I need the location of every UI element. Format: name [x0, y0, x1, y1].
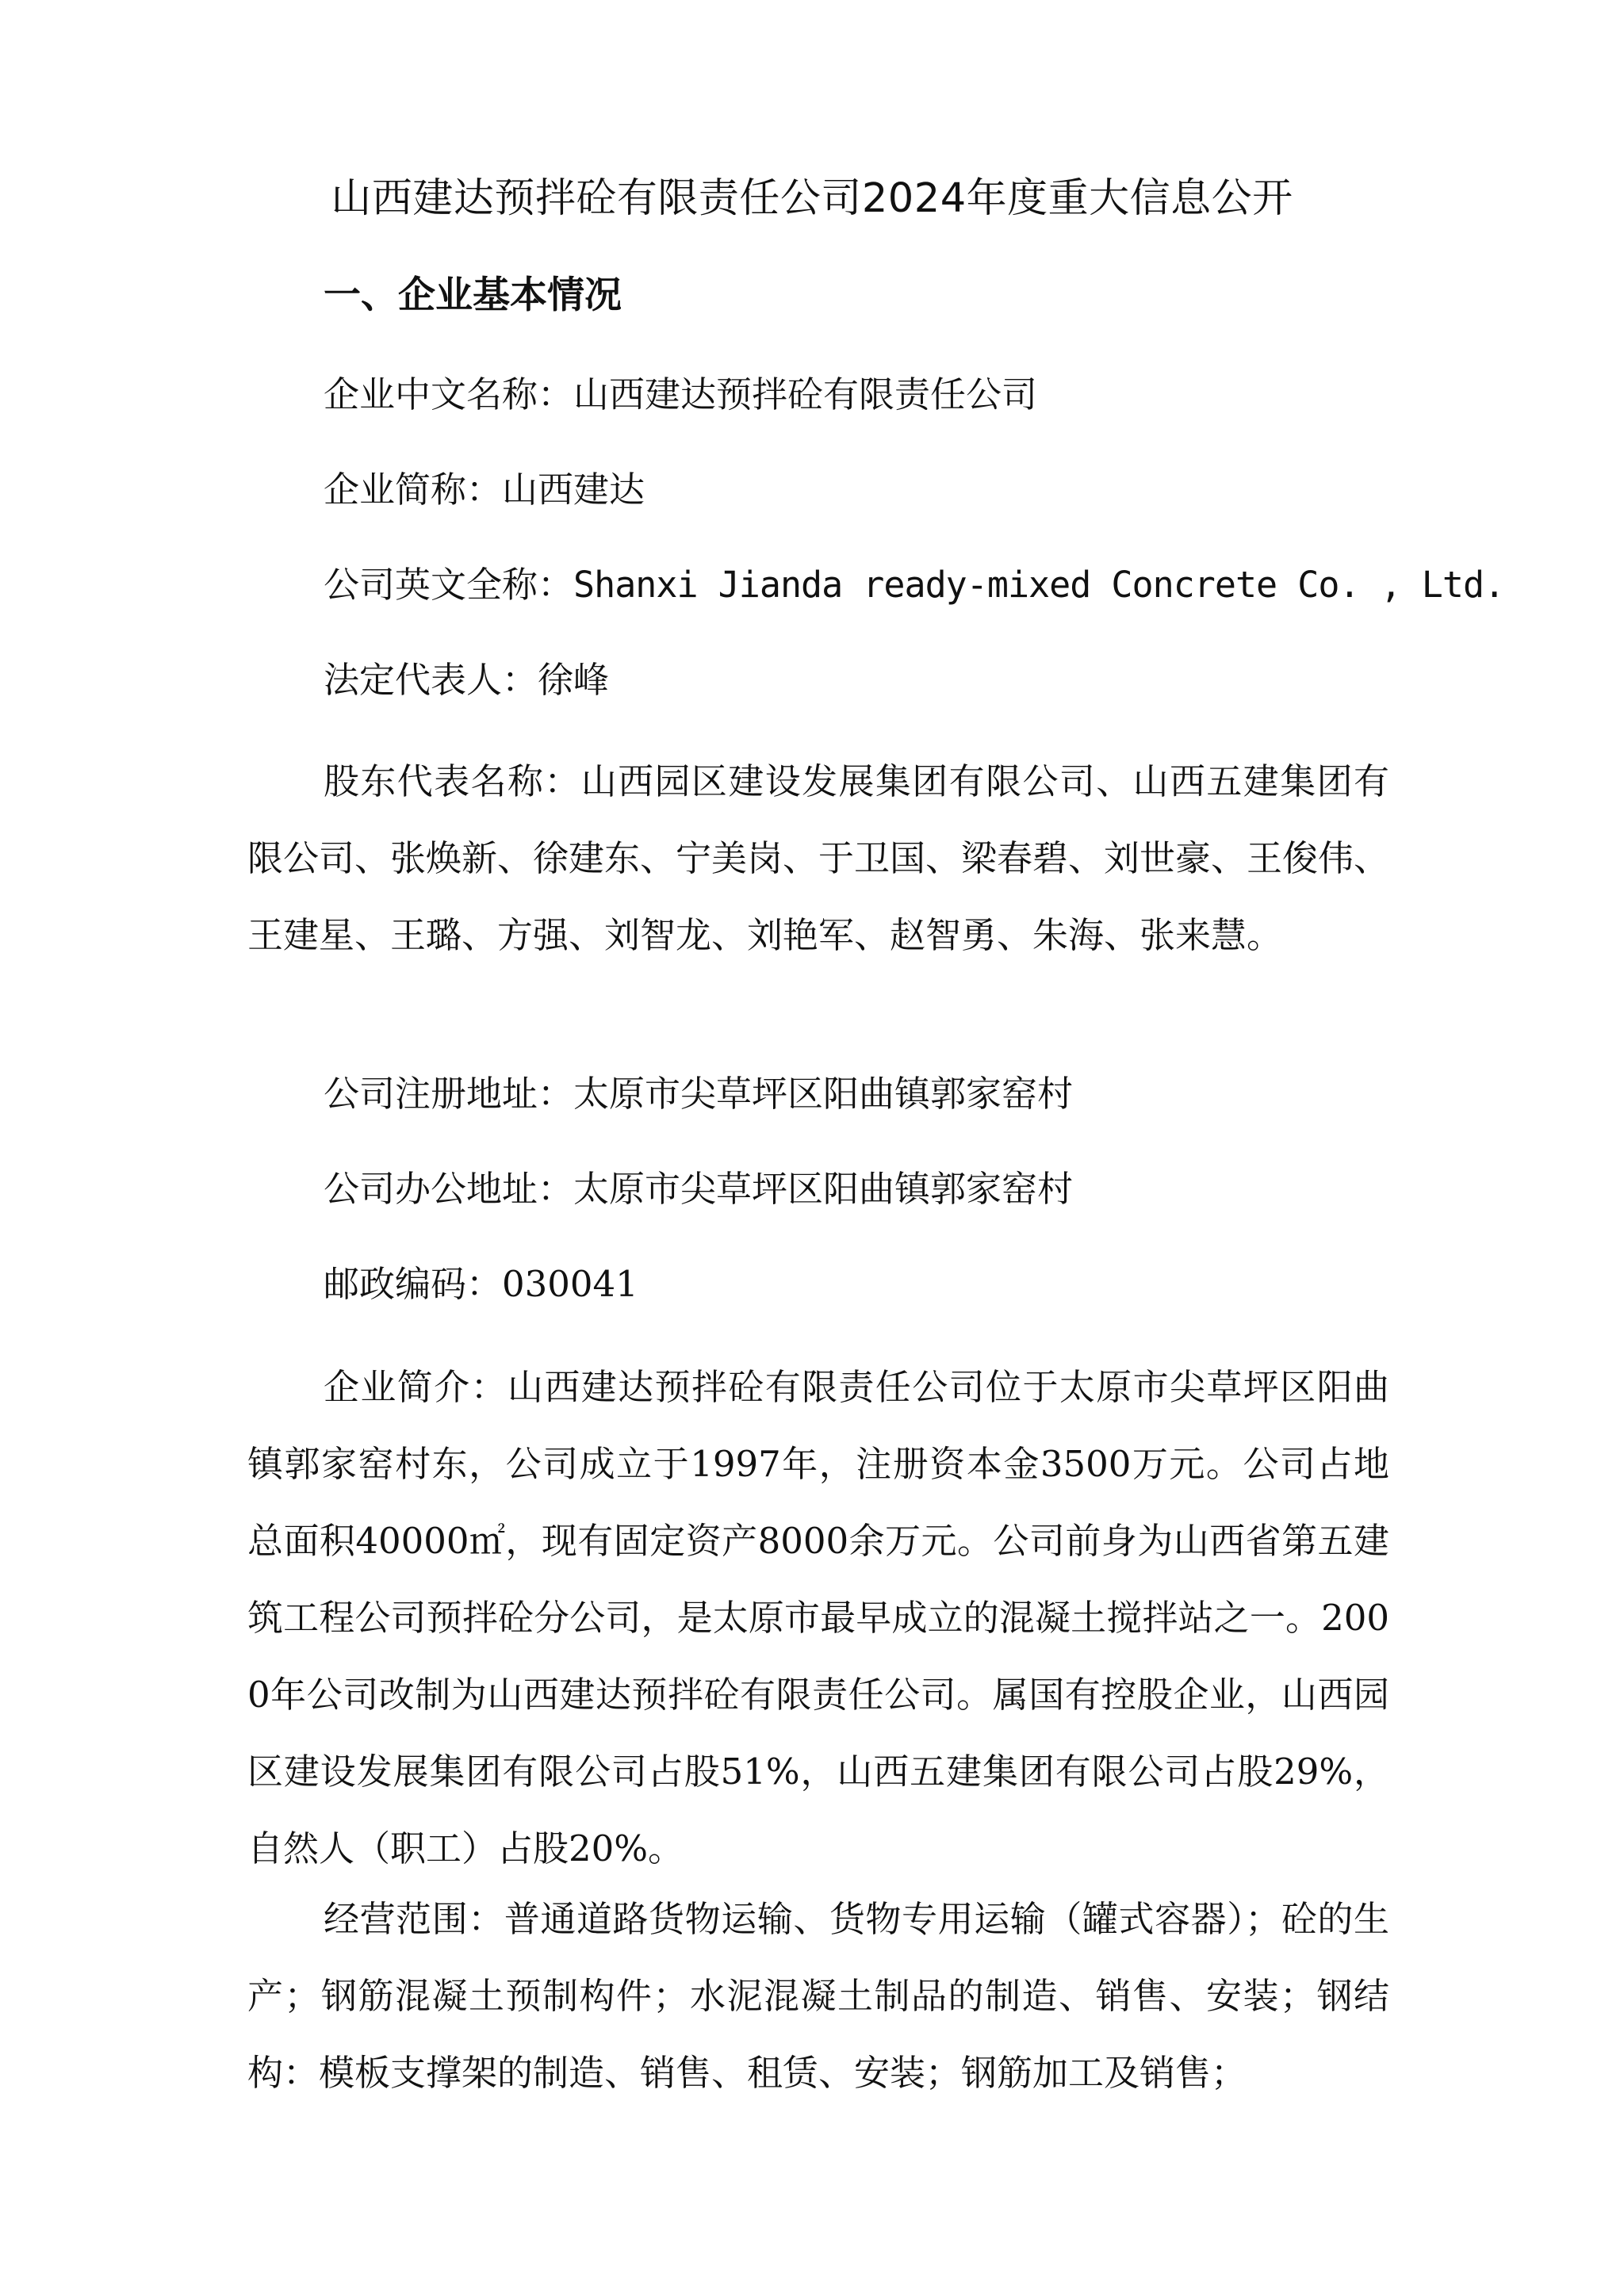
- registered-address-line: 公司注册地址：太原市尖草坪区阳曲镇郭家窑村: [324, 1073, 1074, 1115]
- short-name-line: [324, 456, 645, 524]
- chinese-name-value: 山西建达预拌砼有限责任公司: [573, 373, 1038, 415]
- legal-rep-value: 徐峰: [538, 659, 610, 701]
- postal-code-value: 030041: [502, 1263, 638, 1305]
- english-name-label: 公司英文全称：: [324, 564, 574, 606]
- postal-code-line: [324, 1250, 638, 1318]
- legal-rep-line: [324, 646, 609, 714]
- intro-paragraph: 企业简介：山西建达预拌砼有限责任公司位于太原市尖草坪区阳曲镇郭家窑村东，公司成立于1997年，注册资本金3500万元。公司占地总面积40000㎡，现有固定资产8000余万元。公司前身为山西省第五建筑工程公司预拌砼分公司，是太原市最早成立的混凝土搅拌站之一。2000年公司改制为山西建达预拌砼有限责任公司。属国有控股企业，山西园区建设发展集团有限公司占股51%，山西五建集团有限公司占股29%，自然人（职工）占股20%。: [247, 1366, 1389, 1869]
- chinese-name-label: 企业中文名称：: [324, 373, 574, 415]
- english-name-line: [324, 551, 1504, 619]
- document-title: 山西建达预拌砼有限责任公司2024年度重大信息公开: [331, 175, 1293, 222]
- scope-paragraph: 经营范围：普通道路货物运输、货物专用运输（罐式容器）；砼的生产；钢筋混凝土预制构件；水泥混凝土制品的制造、销售、安装；钢结构：模板支撑架的制造、销售、租赁、安装；钢筋加工及销售；: [247, 1898, 1389, 2094]
- english-name-value: Shanxi Jianda ready-mixed Concrete Co. , Ltd.: [573, 564, 1505, 606]
- legal-rep-label: 法定代表人：: [324, 659, 538, 701]
- office-address-line: 公司办公地址：太原市尖草坪区阳曲镇郭家窑村: [324, 1168, 1074, 1210]
- chinese-name-line: [324, 361, 1037, 429]
- short-name-value: 山西建达: [502, 469, 645, 511]
- shareholders-paragraph: 股东代表名称：山西园区建设发展集团有限公司、山西五建集团有限公司、张焕新、徐建东、宁美岗、于卫国、梁春碧、刘世豪、王俊伟、王建星、王璐、方强、刘智龙、刘艳军、赵智勇、朱海、张来慧。: [247, 760, 1390, 956]
- section-heading: 一、企业基本情况: [324, 274, 622, 317]
- short-name-label: 企业简称：: [324, 469, 503, 511]
- postal-code-label: 邮政编码：: [324, 1263, 503, 1305]
